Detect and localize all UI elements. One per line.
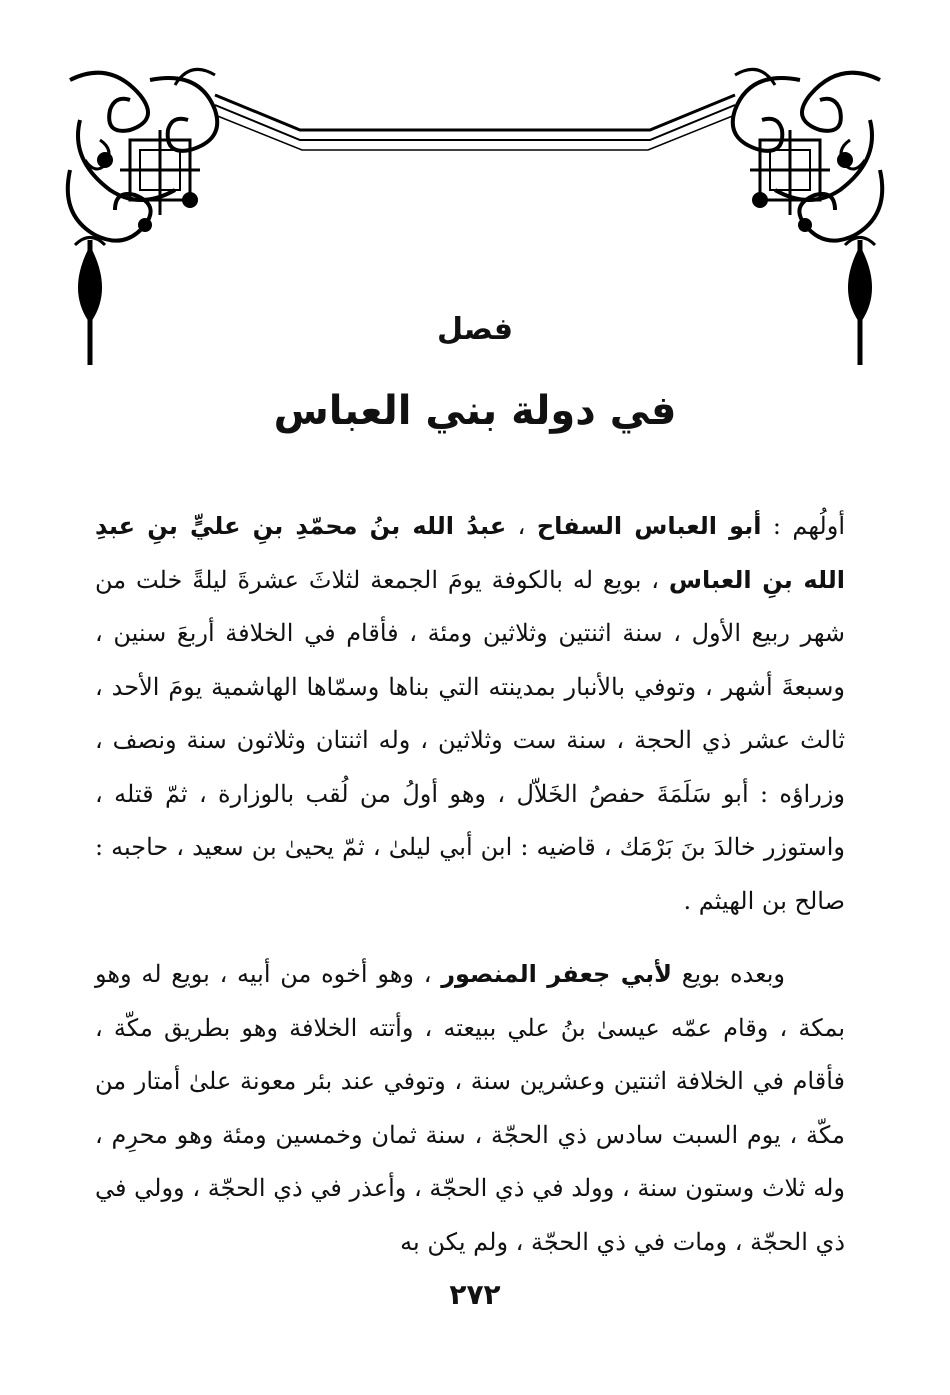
frame-top-line [215,95,735,130]
paragraph-2-text: وبعده بويع [671,960,785,988]
paragraph-1-text: ، بويع له بالكوفة يومَ الجمعة لثلاثَ عشرةَ ليلةً خلت من شهر ربيع الأول ، سنة اثنتين وثلاثين ومئة ، فأقام في الخلافة أربعَ سنين ، وسبعةَ أشهر ، وتوفي بالأنبار بمدينته التي بناها وسمّاها الهاشمية يومَ الأحد ، ثالث عشر ذي الحجة ، سنة ست وثلاثين ، وله اثنتان وثلاثون سنة ونصف ، وزراؤه : أبو سَلَمَةَ حفصُ الخَلاّل ، وهو أولُ من لُقب بالوزارة ، ثمّ قتله ، واستوزر خالدَ بنَ بَرْمَك ، قاضيه : ابن أبي ليلىٰ ، ثمّ يحيىٰ بن سعيد ، حاجبه : صالح بن الهيثم . [95,565,846,915]
paragraph-2 [95,948,845,1269]
paragraph-1-text: أولُهم : [761,512,845,540]
page-number: ٢٧٢ [449,1278,501,1311]
section-label: فصل [437,312,513,347]
chapter-title: في دولة بني العباس [273,388,677,434]
name-abu-jafar: لأبي جعفر المنصور [441,960,672,988]
paragraph-1 [95,500,845,928]
body-text [95,500,845,1269]
paragraph-1-text: ، [506,512,537,540]
name-lineage: عبدُ الله بنُ محمّدِ بنِ عليٍّ بنِ عبدِ الله بنِ العباس [95,512,845,594]
name-abu-al-abbas: أبو العباس السفاح [536,512,762,540]
paragraph-2-text: ، وهو أخوه من أبيه ، بويع له وهو بمكة ، وقام عمّه عيسىٰ بنُ علي ببيعته ، وأتته الخلافة وهو بطريق مكّة ، فأقام في الخلافة اثنتين وعشرين سنة ، وتوفي عند بئر معونة علىٰ أمتار من مكّة ، يوم السبت سادس ذي الحجّة ، سنة ثمان وخمسين ومئة وهو محرِم ، وله ثلاث وستون سنة ، وولد في ذي الحجّة ، وأعذر في ذي الحجّة ، وولي في ذي الحجّة ، ومات في ذي الحجّة ، ولم يكن به [95,960,845,1256]
